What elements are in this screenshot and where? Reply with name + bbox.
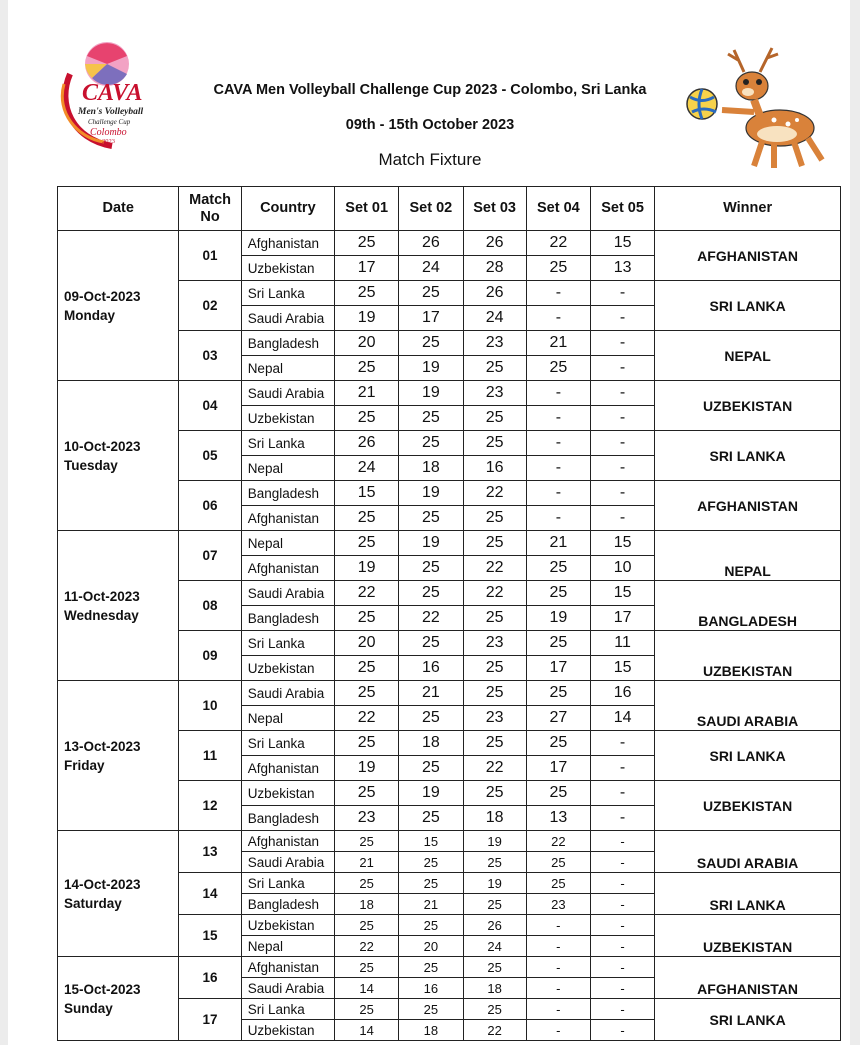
match-date-cell (58, 681, 179, 831)
set-3-score: 19 (463, 873, 526, 894)
table-row (58, 531, 841, 556)
match-date: 11-Oct-2023 (64, 588, 140, 604)
set-2-score: 16 (399, 978, 463, 999)
country-name: Afghanistan (241, 831, 334, 852)
set-3-score: 25 (463, 894, 526, 915)
match-date: 10-Oct-2023 (64, 438, 141, 454)
set-1-score: 22 (335, 706, 399, 731)
set-4-score: 25 (526, 852, 590, 873)
match-winner: AFGHANISTAN (655, 957, 841, 999)
set-4-score: 13 (526, 806, 590, 831)
set-5-score: - (590, 781, 654, 806)
column-header-set-05: Set 05 (590, 187, 654, 231)
match-weekday: Friday (64, 757, 105, 773)
set-3-score: 24 (463, 306, 526, 331)
match-winner: UZBEKISTAN (655, 631, 841, 681)
column-header-winner: Winner (655, 187, 841, 231)
set-2-score: 21 (399, 894, 463, 915)
set-3-score: 22 (463, 1020, 526, 1041)
match-date: 15-Oct-2023 (64, 981, 141, 997)
match-winner: NEPAL (655, 531, 841, 581)
set-1-score: 24 (335, 456, 399, 481)
country-name: Afghanistan (241, 231, 334, 256)
set-4-score: 21 (526, 331, 590, 356)
match-winner: SRI LANKA (655, 731, 841, 781)
set-1-score: 25 (335, 873, 399, 894)
event-dates: 09th - 15th October 2023 (345, 117, 515, 133)
set-3-score: 16 (463, 456, 526, 481)
country-name: Uzbekistan (241, 1020, 334, 1041)
set-5-score: - (590, 281, 654, 306)
set-1-score: 25 (335, 681, 399, 706)
match-date-cell (58, 957, 179, 1041)
set-1-score: 21 (335, 381, 399, 406)
set-3-score: 22 (463, 556, 526, 581)
set-4-score: 21 (526, 531, 590, 556)
country-name: Nepal (241, 936, 334, 957)
set-3-score: 28 (463, 256, 526, 281)
column-header-match-no: Match No (179, 187, 241, 231)
set-1-score: 25 (335, 999, 399, 1020)
set-1-score: 19 (335, 306, 399, 331)
country-name: Nepal (241, 531, 334, 556)
match-number: 03 (179, 331, 241, 381)
country-name: Bangladesh (241, 806, 334, 831)
match-number: 16 (179, 957, 241, 999)
country-name: Uzbekistan (241, 256, 334, 281)
set-2-score: 25 (399, 281, 463, 306)
country-name: Saudi Arabia (241, 681, 334, 706)
set-2-score: 25 (399, 806, 463, 831)
set-5-score: 15 (590, 531, 654, 556)
set-1-score: 25 (335, 356, 399, 381)
set-4-score: - (526, 915, 590, 936)
set-1-score: 19 (335, 756, 399, 781)
set-2-score: 19 (399, 381, 463, 406)
header-row (58, 187, 841, 231)
set-4-score: 22 (526, 831, 590, 852)
svg-text:2023: 2023 (102, 138, 115, 145)
country-name: Sri Lanka (241, 731, 334, 756)
set-3-score: 23 (463, 381, 526, 406)
set-2-score: 18 (399, 731, 463, 756)
set-4-score: - (526, 281, 590, 306)
set-5-score: - (590, 978, 654, 999)
set-5-score: 17 (590, 606, 654, 631)
set-5-score: - (590, 481, 654, 506)
set-1-score: 26 (335, 431, 399, 456)
svg-text:Colombo: Colombo (90, 127, 127, 138)
set-5-score: 15 (590, 231, 654, 256)
set-2-score: 25 (399, 506, 463, 531)
set-4-score: 25 (526, 581, 590, 606)
table-row (58, 381, 841, 406)
country-name: Uzbekistan (241, 406, 334, 431)
set-2-score: 25 (399, 873, 463, 894)
set-2-score: 15 (399, 831, 463, 852)
set-4-score: 25 (526, 873, 590, 894)
set-3-score: 25 (463, 431, 526, 456)
set-2-score: 19 (399, 481, 463, 506)
country-name: Bangladesh (241, 331, 334, 356)
match-number: 06 (179, 481, 241, 531)
set-3-score: 25 (463, 999, 526, 1020)
set-1-score: 20 (335, 331, 399, 356)
set-2-score: 26 (399, 231, 463, 256)
set-4-score: - (526, 456, 590, 481)
set-1-score: 25 (335, 606, 399, 631)
country-name: Bangladesh (241, 606, 334, 631)
match-number: 13 (179, 831, 241, 873)
match-winner: UZBEKISTAN (655, 915, 841, 957)
set-2-score: 25 (399, 756, 463, 781)
set-2-score: 19 (399, 781, 463, 806)
country-name: Saudi Arabia (241, 581, 334, 606)
table-row (58, 831, 841, 852)
country-name: Bangladesh (241, 894, 334, 915)
set-4-score: - (526, 406, 590, 431)
set-1-score: 22 (335, 936, 399, 957)
set-2-score: 25 (399, 915, 463, 936)
table-row (58, 231, 841, 256)
set-2-score: 25 (399, 406, 463, 431)
country-name: Nepal (241, 356, 334, 381)
country-name: Saudi Arabia (241, 852, 334, 873)
set-5-score: - (590, 999, 654, 1020)
set-4-score: 25 (526, 631, 590, 656)
match-number: 10 (179, 681, 241, 731)
svg-text:Men's Volleyball: Men's Volleyball (78, 107, 144, 117)
set-5-score: - (590, 756, 654, 781)
country-name: Saudi Arabia (241, 306, 334, 331)
set-3-score: 25 (463, 531, 526, 556)
match-weekday: Saturday (64, 895, 122, 911)
column-header-set-03: Set 03 (463, 187, 526, 231)
set-4-score: 25 (526, 556, 590, 581)
column-header-set-01: Set 01 (335, 187, 399, 231)
set-2-score: 22 (399, 606, 463, 631)
set-2-score: 25 (399, 431, 463, 456)
set-2-score: 25 (399, 852, 463, 873)
match-winner: SRI LANKA (655, 999, 841, 1041)
set-4-score: 25 (526, 356, 590, 381)
svg-text:CAVA: CAVA (82, 80, 143, 106)
set-4-score: - (526, 481, 590, 506)
set-4-score: 19 (526, 606, 590, 631)
set-1-score: 25 (335, 957, 399, 978)
country-name: Sri Lanka (241, 999, 334, 1020)
set-3-score: 22 (463, 756, 526, 781)
match-number: 15 (179, 915, 241, 957)
page-subtitle: Match Fixture (378, 150, 482, 169)
set-4-score: 27 (526, 706, 590, 731)
country-name: Afghanistan (241, 957, 334, 978)
set-5-score: - (590, 873, 654, 894)
set-2-score: 17 (399, 306, 463, 331)
country-name: Uzbekistan (241, 781, 334, 806)
country-name: Sri Lanka (241, 631, 334, 656)
match-date: 09-Oct-2023 (64, 288, 141, 304)
set-2-score: 20 (399, 936, 463, 957)
match-weekday: Wednesday (64, 607, 139, 623)
set-1-score: 14 (335, 978, 399, 999)
set-1-score: 19 (335, 556, 399, 581)
match-winner: BANGLADESH (655, 581, 841, 631)
set-5-score: - (590, 831, 654, 852)
match-winner: SAUDI ARABIA (655, 681, 841, 731)
set-2-score: 19 (399, 531, 463, 556)
set-3-score: 25 (463, 506, 526, 531)
match-winner: SAUDI ARABIA (655, 831, 841, 873)
set-3-score: 18 (463, 978, 526, 999)
country-name: Sri Lanka (241, 873, 334, 894)
set-5-score: - (590, 431, 654, 456)
match-number: 02 (179, 281, 241, 331)
match-date-cell (58, 231, 179, 381)
set-3-score: 25 (463, 731, 526, 756)
set-5-score: - (590, 381, 654, 406)
set-1-score: 18 (335, 894, 399, 915)
set-1-score: 25 (335, 831, 399, 852)
set-3-score: 25 (463, 606, 526, 631)
set-3-score: 25 (463, 781, 526, 806)
set-2-score: 25 (399, 999, 463, 1020)
country-name: Uzbekistan (241, 656, 334, 681)
set-5-score: - (590, 306, 654, 331)
set-5-score: 14 (590, 706, 654, 731)
match-date-cell (58, 381, 179, 531)
set-5-score: 11 (590, 631, 654, 656)
set-2-score: 19 (399, 356, 463, 381)
set-5-score: - (590, 356, 654, 381)
column-header-country: Country (241, 187, 334, 231)
set-5-score: 15 (590, 581, 654, 606)
match-date-cell (58, 831, 179, 957)
set-4-score: - (526, 381, 590, 406)
match-number: 05 (179, 431, 241, 481)
svg-text:Challenge Cup: Challenge Cup (88, 118, 131, 126)
set-5-score: - (590, 957, 654, 978)
country-name: Afghanistan (241, 556, 334, 581)
match-winner: UZBEKISTAN (655, 781, 841, 831)
set-1-score: 25 (335, 731, 399, 756)
country-name: Sri Lanka (241, 281, 334, 306)
match-winner: AFGHANISTAN (655, 231, 841, 281)
set-3-score: 25 (463, 681, 526, 706)
set-2-score: 25 (399, 331, 463, 356)
match-winner: SRI LANKA (655, 431, 841, 481)
set-5-score: - (590, 456, 654, 481)
set-3-score: 25 (463, 406, 526, 431)
set-3-score: 24 (463, 936, 526, 957)
match-weekday: Sunday (64, 1000, 113, 1016)
set-4-score: - (526, 306, 590, 331)
country-name: Sri Lanka (241, 431, 334, 456)
set-3-score: 19 (463, 831, 526, 852)
set-5-score: 16 (590, 681, 654, 706)
set-5-score: - (590, 331, 654, 356)
column-header-set-04: Set 04 (526, 187, 590, 231)
set-5-score: - (590, 506, 654, 531)
set-3-score: 23 (463, 706, 526, 731)
set-1-score: 17 (335, 256, 399, 281)
set-2-score: 18 (399, 456, 463, 481)
set-3-score: 25 (463, 656, 526, 681)
match-winner: SRI LANKA (655, 281, 841, 331)
set-2-score: 21 (399, 681, 463, 706)
country-name: Nepal (241, 456, 334, 481)
set-5-score: - (590, 936, 654, 957)
set-1-score: 25 (335, 781, 399, 806)
set-1-score: 25 (335, 406, 399, 431)
column-header-date: Date (58, 187, 179, 231)
set-3-score: 22 (463, 581, 526, 606)
set-2-score: 24 (399, 256, 463, 281)
set-5-score: - (590, 894, 654, 915)
set-4-score: 23 (526, 894, 590, 915)
set-4-score: - (526, 506, 590, 531)
match-winner: SRI LANKA (655, 873, 841, 915)
set-1-score: 23 (335, 806, 399, 831)
set-5-score: - (590, 915, 654, 936)
set-5-score: 13 (590, 256, 654, 281)
set-4-score: - (526, 431, 590, 456)
set-1-score: 25 (335, 231, 399, 256)
match-winner: AFGHANISTAN (655, 481, 841, 531)
set-2-score: 18 (399, 1020, 463, 1041)
set-4-score: - (526, 1020, 590, 1041)
country-name: Saudi Arabia (241, 978, 334, 999)
match-number: 08 (179, 581, 241, 631)
set-5-score: - (590, 806, 654, 831)
country-name: Saudi Arabia (241, 381, 334, 406)
set-1-score: 25 (335, 531, 399, 556)
fixture-body (58, 231, 841, 1041)
set-1-score: 21 (335, 852, 399, 873)
set-4-score: 17 (526, 656, 590, 681)
set-3-score: 25 (463, 356, 526, 381)
match-weekday: Tuesday (64, 457, 118, 473)
match-number: 11 (179, 731, 241, 781)
column-header-set-02: Set 02 (399, 187, 463, 231)
country-name: Uzbekistan (241, 915, 334, 936)
match-weekday: Monday (64, 307, 116, 323)
set-5-score: - (590, 1020, 654, 1041)
match-date: 13-Oct-2023 (64, 738, 141, 754)
match-date: 14-Oct-2023 (64, 876, 141, 892)
set-4-score: - (526, 999, 590, 1020)
page-title: CAVA Men Volleyball Challenge Cup 2023 - Colombo, Sri Lanka (213, 82, 647, 98)
country-name: Bangladesh (241, 481, 334, 506)
set-1-score: 14 (335, 1020, 399, 1041)
match-number: 07 (179, 531, 241, 581)
set-2-score: 16 (399, 656, 463, 681)
set-1-score: 25 (335, 281, 399, 306)
set-4-score: - (526, 978, 590, 999)
fixture-table (57, 186, 841, 1041)
set-2-score: 25 (399, 581, 463, 606)
set-3-score: 25 (463, 852, 526, 873)
set-3-score: 23 (463, 631, 526, 656)
match-winner: UZBEKISTAN (655, 381, 841, 431)
set-4-score: - (526, 957, 590, 978)
set-4-score: 25 (526, 781, 590, 806)
set-2-score: 25 (399, 706, 463, 731)
set-4-score: 25 (526, 681, 590, 706)
set-5-score: - (590, 731, 654, 756)
set-3-score: 25 (463, 957, 526, 978)
set-5-score: - (590, 406, 654, 431)
set-4-score: - (526, 936, 590, 957)
set-2-score: 25 (399, 957, 463, 978)
match-number: 14 (179, 873, 241, 915)
set-3-score: 26 (463, 281, 526, 306)
set-5-score: 15 (590, 656, 654, 681)
set-2-score: 25 (399, 631, 463, 656)
match-number: 04 (179, 381, 241, 431)
match-number: 12 (179, 781, 241, 831)
match-number: 09 (179, 631, 241, 681)
table-row (58, 957, 841, 978)
match-number: 17 (179, 999, 241, 1041)
set-4-score: 22 (526, 231, 590, 256)
set-1-score: 25 (335, 506, 399, 531)
match-date-cell (58, 531, 179, 681)
set-3-score: 26 (463, 915, 526, 936)
set-1-score: 15 (335, 481, 399, 506)
country-name: Afghanistan (241, 756, 334, 781)
set-4-score: 25 (526, 256, 590, 281)
set-1-score: 25 (335, 915, 399, 936)
set-3-score: 23 (463, 331, 526, 356)
set-4-score: 25 (526, 731, 590, 756)
match-number: 01 (179, 231, 241, 281)
set-3-score: 18 (463, 806, 526, 831)
country-name: Nepal (241, 706, 334, 731)
match-winner: NEPAL (655, 331, 841, 381)
set-5-score: 10 (590, 556, 654, 581)
table-row (58, 681, 841, 706)
set-1-score: 20 (335, 631, 399, 656)
set-3-score: 26 (463, 231, 526, 256)
set-1-score: 22 (335, 581, 399, 606)
set-3-score: 22 (463, 481, 526, 506)
set-1-score: 25 (335, 656, 399, 681)
country-name: Afghanistan (241, 506, 334, 531)
set-4-score: 17 (526, 756, 590, 781)
set-5-score: - (590, 852, 654, 873)
set-2-score: 25 (399, 556, 463, 581)
